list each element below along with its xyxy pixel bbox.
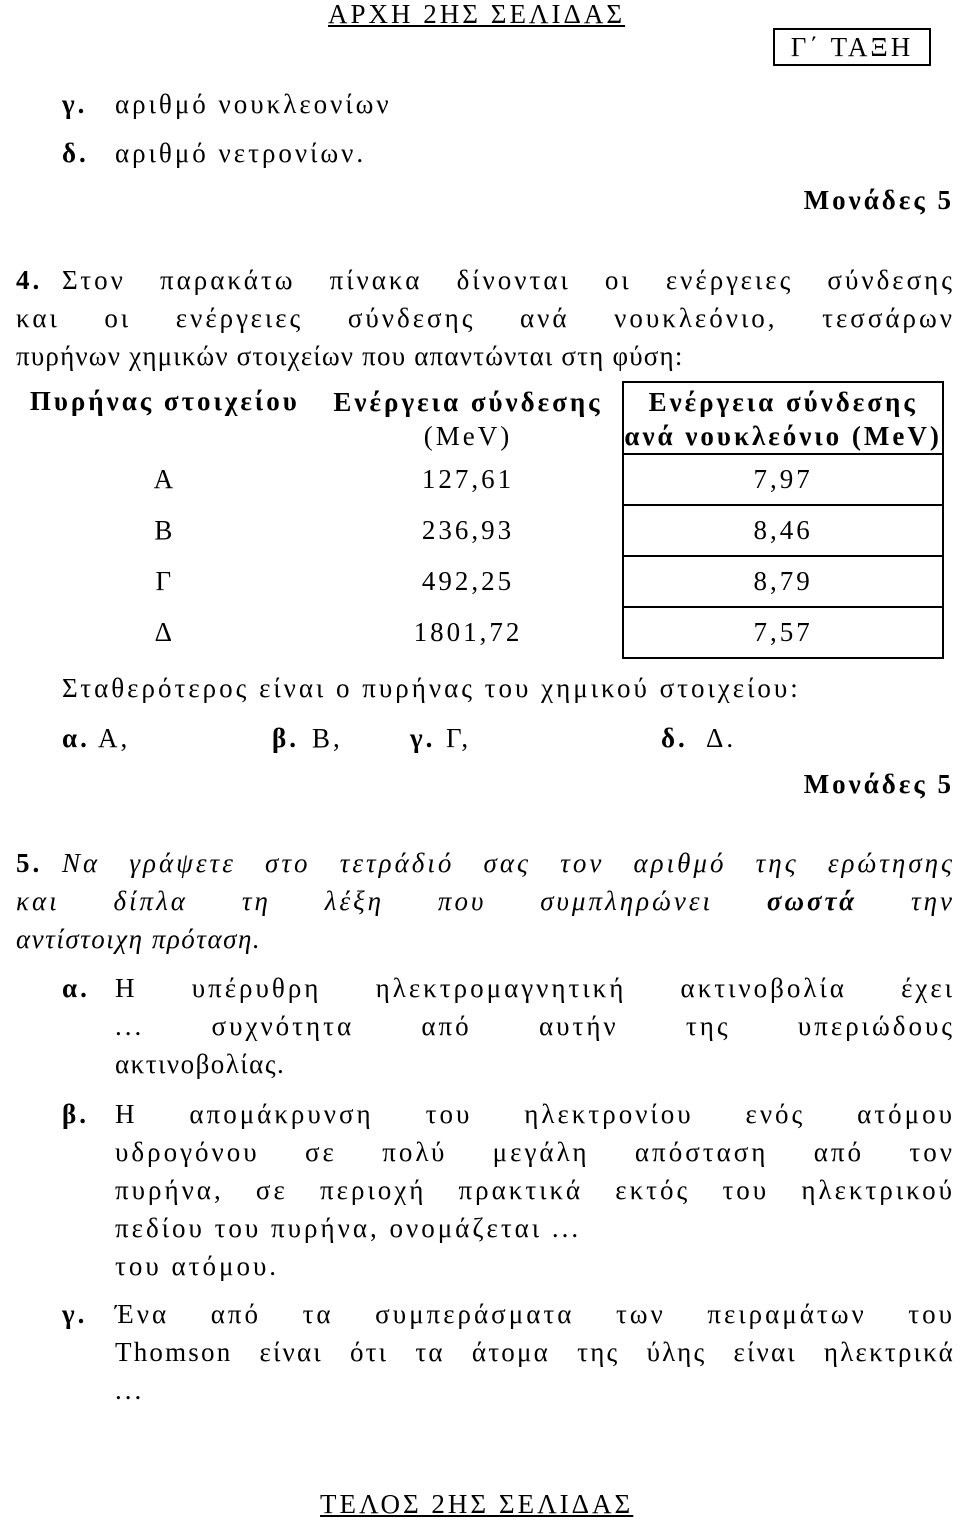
q5b-line2: υδρογόνου σε πολύ μεγάλη απόσταση από τον (115, 1137, 955, 1167)
q4-line3: πυρήνων χημικών στοιχείων που απαντώνται στη φύση: (16, 341, 684, 371)
header-binding-line2: (MeV) (423, 421, 513, 451)
cell-per-nucleon: 7,97 (623, 454, 943, 505)
q5b-line4: πεδίου του πυρήνα, ονομάζεται ... (115, 1213, 582, 1243)
q4-option-b-letter: β. (272, 723, 299, 753)
cell-binding: 127,61 (421, 464, 515, 494)
prev-marks: Μονάδες 5 (803, 185, 954, 215)
q4-option-b-text: Β, (312, 723, 343, 753)
cell-per-nucleon: 8,46 (623, 505, 943, 556)
header-per-nucleon-line2-text: ανά νουκλεόνιο (MeV) (624, 421, 942, 451)
q5b-line1: Η απομάκρυνση του ηλεκτρονίου ενός ατόμου (115, 1099, 955, 1129)
cell-per-nucleon: 7,57 (623, 607, 943, 658)
binding-energy-table (16, 381, 944, 659)
q4-option-g-text: Γ, (446, 723, 472, 753)
q5-instr-line2-b: την (910, 886, 955, 916)
header-binding-line1: Ενέργεια σύνδεσης (333, 387, 603, 417)
q4-stem: Σταθερότερος είναι ο πυρήνας του χημικού στοιχείου: (62, 673, 801, 703)
q5a-letter: α. (62, 973, 90, 1003)
q4-line2: και οι ενέργειες σύνδεσης ανά νουκλεόνιο, τεσσάρων (16, 303, 955, 333)
q4-line1: Στον παρακάτω πίνακα δίνονται οι ενέργειες σύνδεσης (62, 265, 955, 295)
q5-number: 5. (16, 848, 43, 878)
q5g-line1: Ένα από τα συμπεράσματα των πειραμάτων του (115, 1299, 955, 1329)
q5g-letter: γ. (62, 1299, 88, 1329)
prev-item-d-text: αριθμό νετρονίων. (115, 138, 367, 168)
header-per-nucleon (623, 382, 943, 454)
header-element-line1: Πυρήνας στοιχείου (29, 386, 300, 416)
page-footer-label: ΤΕΛΟΣ 2ΗΣ ΣΕΛΙΔΑΣ (320, 1489, 634, 1519)
q4-option-a-letter: α. (62, 723, 90, 753)
prev-item-g-letter: γ. (62, 89, 88, 119)
cell-element: Γ (155, 566, 175, 596)
header-binding (314, 382, 624, 454)
cell-per-nucleon: 8,79 (623, 556, 943, 607)
q5-instr-line3: αντίστοιχη πρόταση. (16, 924, 262, 954)
q5g-line2: Thomson είναι ότι τα άτομα της ύλης είναι ηλεκτρικά (115, 1337, 955, 1367)
cell-binding: 1801,72 (413, 617, 523, 647)
header-per-nucleon-line2 (624, 419, 942, 453)
q4-option-d-letter: δ. (661, 723, 688, 753)
q5a-line1: Η υπέρυθρη ηλεκτρομαγνητική ακτινοβολία έχει (115, 973, 955, 1003)
table-row (16, 454, 943, 505)
q5-instr-line2-bold: σωστά (766, 886, 858, 916)
q4-option-a-text: Α, (98, 723, 131, 753)
header-element (16, 382, 314, 454)
prev-item-g-text: αριθμό νουκλεονίων (115, 89, 392, 119)
table-row (16, 607, 943, 658)
q4-number: 4. (16, 265, 43, 295)
q5-instr-line2 (16, 883, 955, 919)
cell-element: Α (153, 464, 177, 494)
class-box: Γ΄ ΤΑΞΗ (773, 28, 931, 66)
q5a-line3: ακτινοβολίας. (115, 1049, 286, 1079)
q5a-line2: ... συχνότητα από αυτήν της υπεριώδους (115, 1011, 955, 1041)
table-row (16, 505, 943, 556)
cell-element: Δ (154, 617, 176, 647)
q5b-line5: του ατόμου. (115, 1251, 280, 1281)
q5-instr-line1: Να γράψετε στο τετράδιό σας τον αριθμό της ερώτησης (62, 848, 955, 878)
q5b-line3: πυρήνα, σε περιοχή πρακτικά εκτός του ηλεκτρικού (115, 1175, 955, 1205)
prev-item-d-letter: δ. (62, 138, 89, 168)
page-header-label: ΑΡΧΗ 2ΗΣ ΣΕΛΙΔΑΣ (328, 0, 626, 29)
cell-binding: 236,93 (421, 515, 515, 545)
q5g-line3: ... (115, 1375, 145, 1405)
cell-element: Β (154, 515, 176, 545)
q4-option-g-letter: γ. (410, 723, 436, 753)
q5-instr-line2-a: και δίπλα τη λέξη που συμπληρώνει (16, 886, 714, 916)
header-per-nucleon-line1: Ενέργεια σύνδεσης (648, 387, 918, 417)
q4-option-d-text: Δ. (706, 723, 737, 753)
q4-marks: Μονάδες 5 (803, 769, 954, 799)
table-row (16, 556, 943, 607)
cell-binding: 492,25 (421, 566, 515, 596)
q5b-letter: β. (62, 1099, 89, 1129)
